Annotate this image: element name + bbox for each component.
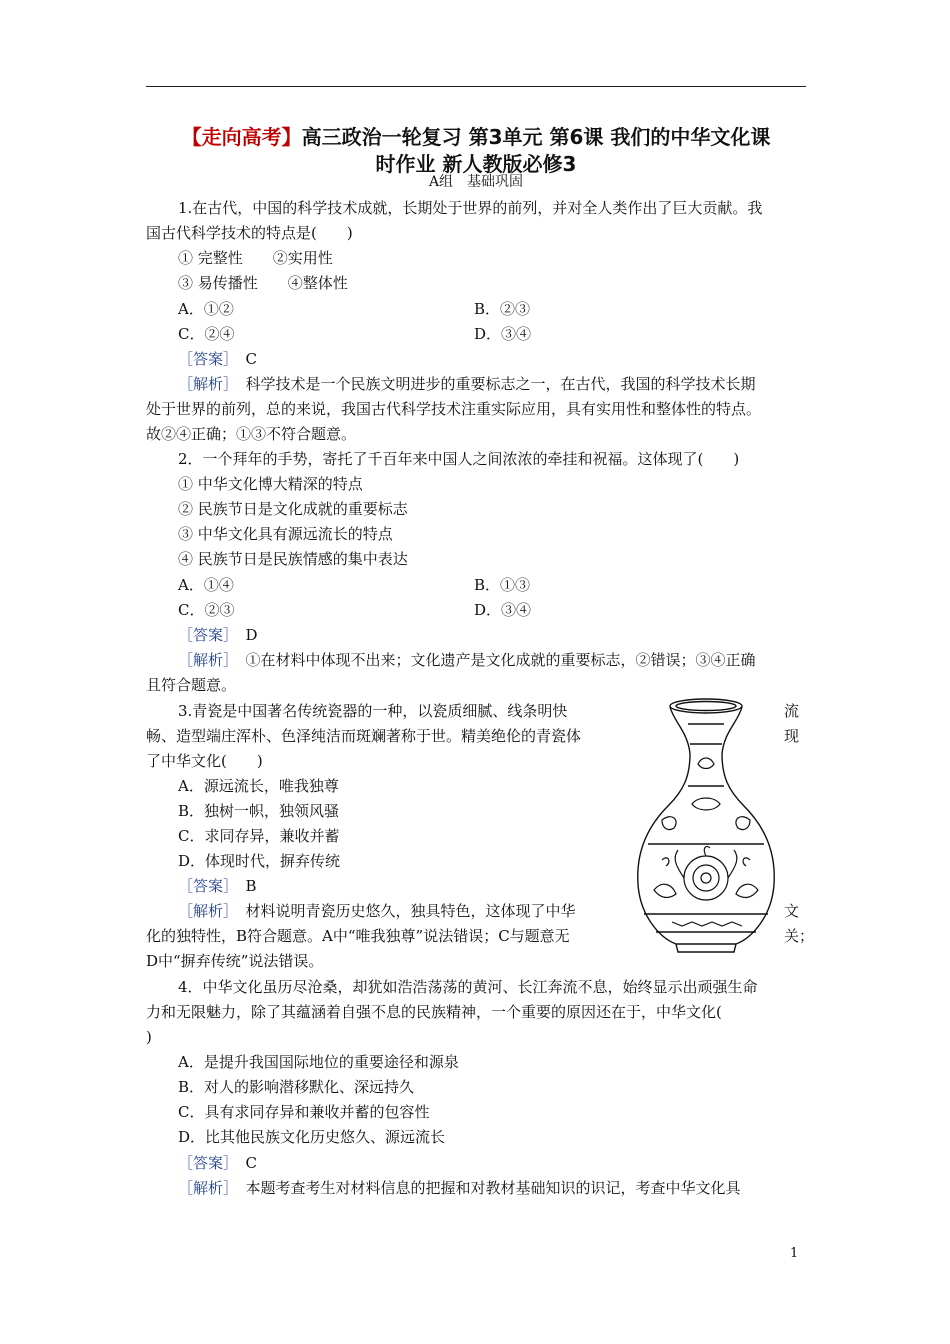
answer-label: ［答案］ bbox=[178, 1154, 231, 1172]
answer-label: ［答案］ bbox=[178, 626, 231, 644]
q1-stem-cont: 国古代科学技术的特点是( ) bbox=[146, 224, 353, 242]
q3-analysis-right: 文 bbox=[784, 902, 800, 920]
q2-answer-value: D bbox=[245, 626, 258, 644]
q4-option-a: A．是提升我国国际地位的重要途径和源泉 bbox=[178, 1053, 459, 1071]
q4-stem: 4．中华文化虽历尽沧桑，却犹如浩浩荡荡的黄河、长江奔流不息，始终显示出顽强生命 bbox=[178, 978, 758, 996]
q2-analysis-text: ①在材料中体现不出来；文化遗产是文化成就的重要标志，②错误；③④正确 bbox=[245, 651, 756, 669]
q3-analysis-cont: 化的独特性，B符合题意。A中“唯我独尊”说法错误；C与题意无 bbox=[146, 927, 570, 945]
q1-option-b: B．②③ bbox=[474, 300, 531, 318]
document-title bbox=[146, 124, 806, 178]
q3-answer bbox=[178, 876, 257, 896]
header-rule bbox=[146, 86, 806, 87]
q4-option-d: D．比其他民族文化历史悠久、源远流长 bbox=[178, 1128, 446, 1146]
q1-items: ① 完整性 ②实用性 bbox=[178, 249, 333, 267]
title-bracket: 【走向高考】 bbox=[181, 125, 302, 149]
q4-stem-cont: ) bbox=[146, 1028, 152, 1046]
q3-option-a: A．源远流长，唯我独尊 bbox=[178, 777, 339, 795]
q1-items: ③ 易传播性 ④整体性 bbox=[178, 274, 348, 292]
q4-option-c: C．具有求同存异和兼收并蓄的包容性 bbox=[178, 1103, 430, 1121]
q3-analysis-text: 材料说明青瓷历史悠久，独具特色，这体现了中华 bbox=[245, 902, 576, 920]
q3-stem-cont: 畅、造型端庄浑朴、色泽纯洁而斑斓著称于世。精美绝伦的青瓷体 bbox=[146, 727, 582, 745]
q3-answer-value: B bbox=[245, 877, 257, 895]
q1-answer-value: C bbox=[245, 350, 258, 368]
q4-option-b: B．对人的影响潜移默化、深远持久 bbox=[178, 1078, 415, 1096]
answer-label: ［答案］ bbox=[178, 877, 231, 895]
q3-option-b: B．独树一帜，独领风骚 bbox=[178, 802, 340, 820]
q3-analysis-right: 关； bbox=[784, 927, 815, 945]
q4-stem-cont: 力和无限魅力，除了其蕴涵着自强不息的民族精神，一个重要的原因还在于，中华文化( bbox=[146, 1003, 722, 1021]
q2-answer bbox=[178, 625, 258, 645]
q4-answer-value: C bbox=[245, 1154, 258, 1172]
analysis-label: ［解析］ bbox=[178, 651, 231, 669]
q2-stem: 2．一个拜年的手势，寄托了千百年来中国人之间浓浓的牵挂和祝福。这体现了( ) bbox=[178, 450, 740, 468]
title-line1: 高三政治一轮复习 第3单元 第6课 我们的中华文化课 bbox=[301, 125, 771, 149]
q1-analysis-cont: 处于世界的前列，总的来说，我国古代科学技术注重实际应用，具有实用性和整体性的特点。 bbox=[146, 400, 762, 418]
q1-option-d: D．③④ bbox=[474, 325, 532, 343]
q3-stem-cont: 了中华文化( ) bbox=[146, 752, 263, 770]
q2-option-a: A．①④ bbox=[178, 576, 234, 594]
section-subtitle: A组 基础巩固 bbox=[428, 174, 524, 190]
q3-option-d: D．体现时代，摒弃传统 bbox=[178, 852, 341, 870]
q4-analysis-text: 本题考查考生对材料信息的把握和对教材基础知识的识记，考查中华文化具 bbox=[245, 1179, 741, 1197]
q3-stem-right: 流 bbox=[784, 702, 800, 720]
title-line2: 时作业 新人教版必修3 bbox=[375, 152, 577, 176]
q1-analysis-cont: 故②④正确；①③不符合题意。 bbox=[146, 425, 357, 443]
answer-label: ［答案］ bbox=[178, 350, 231, 368]
q2-item: ② 民族节日是文化成就的重要标志 bbox=[178, 500, 408, 518]
q4-answer bbox=[178, 1153, 257, 1173]
q2-analysis-cont: 且符合题意。 bbox=[146, 676, 237, 694]
q1-stem: 1.在古代，中国的科学技术成就，长期处于世界的前列，并对全人类作出了巨大贡献。我 bbox=[178, 199, 763, 217]
q3-stem: 3.青瓷是中国著名传统瓷器的一种，以瓷质细腻、线条明快 bbox=[178, 702, 568, 720]
q2-item: ① 中华文化博大精深的特点 bbox=[178, 475, 363, 493]
q1-analysis bbox=[178, 374, 756, 394]
q1-option-c: C．②④ bbox=[178, 325, 235, 343]
porcelain-vase-icon bbox=[632, 694, 780, 956]
q3-stem-right: 现 bbox=[784, 727, 800, 745]
q2-analysis bbox=[178, 650, 756, 670]
q1-option-a: A．①② bbox=[178, 300, 234, 318]
analysis-label: ［解析］ bbox=[178, 902, 231, 920]
q3-analysis-cont: D中“摒弃传统”说法错误。 bbox=[146, 952, 324, 970]
analysis-label: ［解析］ bbox=[178, 1179, 231, 1197]
q3-analysis bbox=[178, 901, 576, 921]
q2-option-d: D．③④ bbox=[474, 601, 532, 619]
q2-option-b: B．①③ bbox=[474, 576, 531, 594]
analysis-label: ［解析］ bbox=[178, 375, 231, 393]
q2-item: ③ 中华文化具有源远流长的特点 bbox=[178, 525, 393, 543]
q1-answer bbox=[178, 349, 257, 369]
q2-option-c: C．②③ bbox=[178, 601, 235, 619]
q3-option-c: C．求同存异，兼收并蓄 bbox=[178, 827, 340, 845]
q4-analysis bbox=[178, 1178, 741, 1198]
q2-item: ④ 民族节日是民族情感的集中表达 bbox=[178, 550, 408, 568]
page-number: 1 bbox=[790, 1246, 799, 1261]
q1-analysis-text: 科学技术是一个民族文明进步的重要标志之一，在古代，我国的科学技术长期 bbox=[245, 375, 756, 393]
